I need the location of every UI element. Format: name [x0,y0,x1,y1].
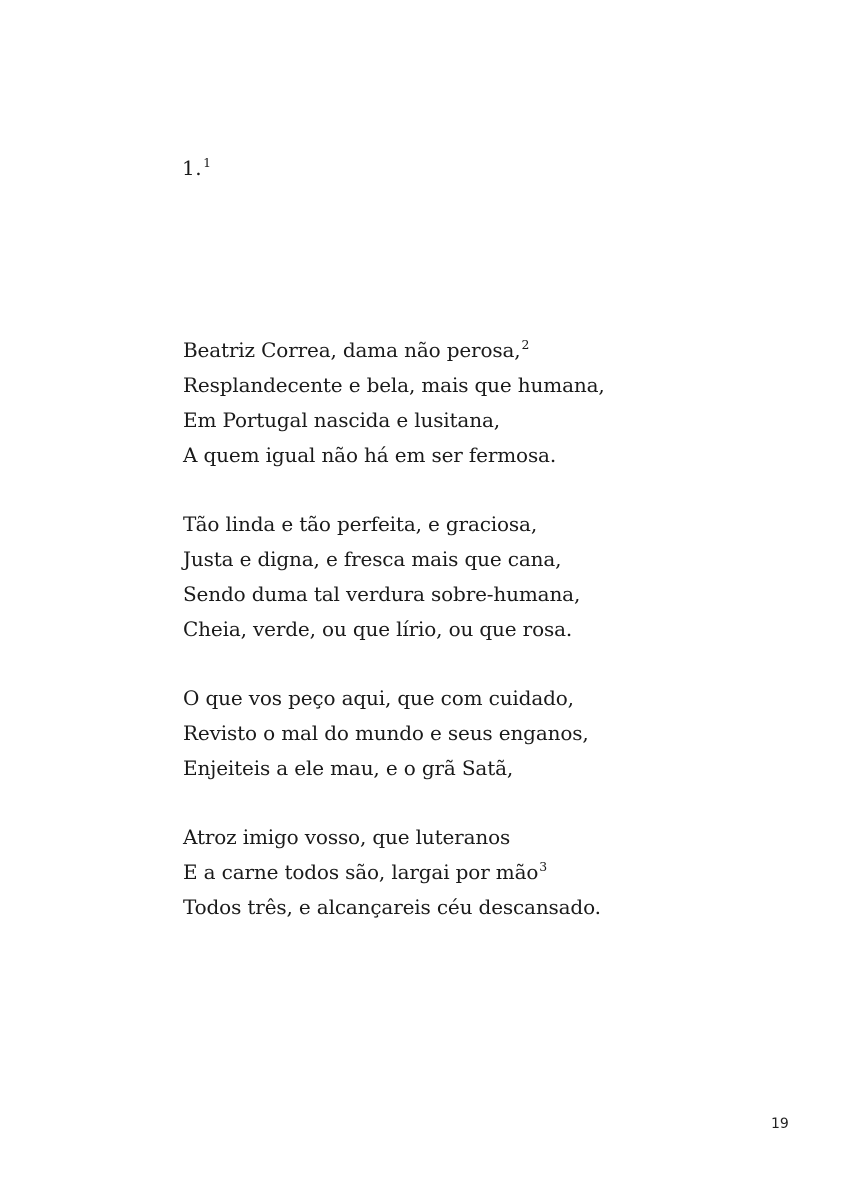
poem-number-text: 1. [182,156,203,180]
verse-line: Todos três, e alcançareis céu descansado. [183,895,601,919]
verse-line: Enjeiteis a ele mau, e o grã Satã, [183,756,514,780]
verse-line: Cheia, verde, ou que lírio, ou que rosa. [183,617,573,641]
stanza-4 [183,820,743,925]
verse-line: Sendo duma tal verdura sobre-humana, [183,582,581,606]
verse-line: Revisto o mal do mundo e seus enganos, [183,721,589,745]
verse-line: Em Portugal nascida e lusitana, [183,408,500,432]
poem-number [182,155,212,180]
footnote-ref-1[interactable]: 1 [203,155,212,171]
verse-text: Beatriz Correa, dama não perosa, [183,338,521,362]
stanza-1 [183,333,743,473]
verse-line: Justa e digna, e fresca mais que cana, [183,547,562,571]
verse-line: Tão linda e tão perfeita, e graciosa, [183,512,538,536]
footnote-ref-2[interactable]: 2 [521,337,530,353]
verse-line: Atroz imigo vosso, que luteranos [183,825,511,849]
verse-line: O que vos peço aqui, que com cuidado, [183,686,574,710]
verse-line: A quem igual não há em ser fermosa. [183,443,557,467]
stanza-3 [183,681,743,786]
verse-line [183,333,743,368]
poem-body [183,333,743,959]
page-number: 19 [771,1116,789,1132]
verse-line [183,855,743,890]
verse-text: E a carne todos são, largai por mão [183,860,539,884]
footnote-ref-3[interactable]: 3 [539,859,548,875]
verse-line: Resplandecente e bela, mais que humana, [183,373,605,397]
stanza-2 [183,507,743,647]
